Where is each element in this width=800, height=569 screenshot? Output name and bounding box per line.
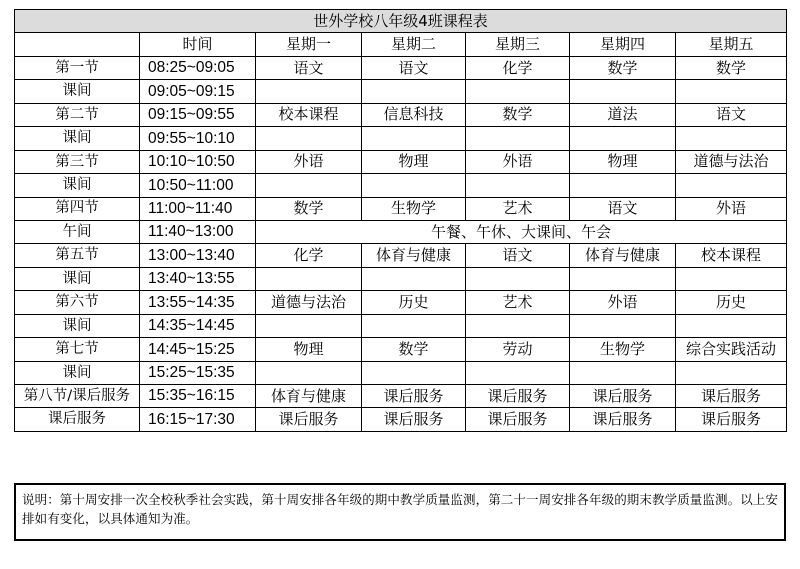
time-cell: 16:15~17:30 — [140, 408, 256, 431]
course-cell — [466, 314, 570, 337]
course-cell — [256, 267, 362, 290]
course-cell: 数学 — [466, 103, 570, 126]
course-cell: 外语 — [466, 150, 570, 173]
course-cell: 课后服务 — [256, 408, 362, 431]
course-cell — [256, 127, 362, 150]
merged-cell: 午餐、午休、大课间、午会 — [256, 220, 787, 243]
course-cell: 道法 — [570, 103, 676, 126]
table-row — [15, 220, 787, 243]
course-cell: 外语 — [256, 150, 362, 173]
time-cell: 13:40~13:55 — [140, 267, 256, 290]
table-row — [15, 197, 787, 220]
table-row — [15, 244, 787, 267]
table-title: 世外学校八年级4班课程表 — [15, 10, 787, 33]
course-cell — [256, 80, 362, 103]
header-cell-friday: 星期五 — [676, 33, 787, 56]
period-cell: 第六节 — [15, 291, 140, 314]
period-cell: 第一节 — [15, 56, 140, 79]
course-cell — [362, 314, 466, 337]
course-cell: 课后服务 — [362, 385, 466, 408]
course-cell — [676, 267, 787, 290]
course-cell: 校本课程 — [256, 103, 362, 126]
time-cell: 11:40~13:00 — [140, 220, 256, 243]
course-cell: 信息科技 — [362, 103, 466, 126]
time-cell: 11:00~11:40 — [140, 197, 256, 220]
course-cell: 语文 — [362, 56, 466, 79]
schedule-table — [14, 9, 787, 432]
course-cell: 化学 — [466, 56, 570, 79]
table-row — [15, 80, 787, 103]
course-cell — [466, 80, 570, 103]
course-cell: 道德与法治 — [256, 291, 362, 314]
course-cell: 课后服务 — [676, 408, 787, 431]
course-cell — [570, 80, 676, 103]
period-cell: 午间 — [15, 220, 140, 243]
header-cell-monday: 星期一 — [256, 33, 362, 56]
time-cell: 09:55~10:10 — [140, 127, 256, 150]
course-cell: 外语 — [570, 291, 676, 314]
course-cell: 化学 — [256, 244, 362, 267]
table-row — [15, 174, 787, 197]
period-cell: 第五节 — [15, 244, 140, 267]
course-cell — [362, 267, 466, 290]
course-cell: 语文 — [466, 244, 570, 267]
time-cell: 15:25~15:35 — [140, 361, 256, 384]
table-row — [15, 127, 787, 150]
course-cell — [362, 174, 466, 197]
course-cell — [570, 174, 676, 197]
course-cell — [466, 361, 570, 384]
header-cell-blank — [15, 33, 140, 56]
table-row — [15, 150, 787, 173]
course-cell: 历史 — [676, 291, 787, 314]
course-cell — [676, 314, 787, 337]
period-cell: 课间 — [15, 314, 140, 337]
period-cell: 课间 — [15, 127, 140, 150]
course-cell: 数学 — [570, 56, 676, 79]
table-row — [15, 56, 787, 79]
course-cell: 课后服务 — [676, 385, 787, 408]
course-cell: 体育与健康 — [570, 244, 676, 267]
course-cell: 劳动 — [466, 338, 570, 361]
course-cell: 体育与健康 — [256, 385, 362, 408]
course-cell: 语文 — [570, 197, 676, 220]
course-cell: 数学 — [256, 197, 362, 220]
table-row — [15, 385, 787, 408]
table-row — [15, 314, 787, 337]
time-cell: 14:45~15:25 — [140, 338, 256, 361]
header-cell-wednesday: 星期三 — [466, 33, 570, 56]
course-cell: 课后服务 — [362, 408, 466, 431]
course-cell: 数学 — [362, 338, 466, 361]
course-cell — [466, 174, 570, 197]
course-cell — [256, 174, 362, 197]
table-row — [15, 267, 787, 290]
table-row — [15, 408, 787, 431]
course-cell: 数学 — [676, 56, 787, 79]
course-cell: 历史 — [362, 291, 466, 314]
course-cell: 生物学 — [570, 338, 676, 361]
course-cell: 艺术 — [466, 291, 570, 314]
time-cell: 15:35~16:15 — [140, 385, 256, 408]
course-cell: 课后服务 — [570, 385, 676, 408]
course-cell: 体育与健康 — [362, 244, 466, 267]
course-cell: 校本课程 — [676, 244, 787, 267]
course-cell: 艺术 — [466, 197, 570, 220]
course-cell — [362, 361, 466, 384]
course-cell — [362, 80, 466, 103]
course-cell — [570, 314, 676, 337]
time-cell: 08:25~09:05 — [140, 56, 256, 79]
period-cell: 第二节 — [15, 103, 140, 126]
header-cell-time: 时间 — [140, 33, 256, 56]
course-cell — [570, 267, 676, 290]
course-cell — [466, 267, 570, 290]
course-cell: 物理 — [570, 150, 676, 173]
course-cell — [466, 127, 570, 150]
time-cell: 10:50~11:00 — [140, 174, 256, 197]
course-cell: 课后服务 — [466, 385, 570, 408]
period-cell: 第三节 — [15, 150, 140, 173]
header-cell-thursday: 星期四 — [570, 33, 676, 56]
time-cell: 09:15~09:55 — [140, 103, 256, 126]
table-row — [15, 291, 787, 314]
course-cell — [676, 174, 787, 197]
course-cell: 物理 — [362, 150, 466, 173]
period-cell: 课间 — [15, 80, 140, 103]
table-row — [15, 103, 787, 126]
course-cell: 课后服务 — [570, 408, 676, 431]
time-cell: 13:00~13:40 — [140, 244, 256, 267]
course-cell — [570, 361, 676, 384]
course-cell — [256, 361, 362, 384]
table-row — [15, 361, 787, 384]
course-cell — [676, 80, 787, 103]
course-cell: 语文 — [256, 56, 362, 79]
time-cell: 10:10~10:50 — [140, 150, 256, 173]
time-cell: 13:55~14:35 — [140, 291, 256, 314]
table-row — [15, 338, 787, 361]
period-cell: 第七节 — [15, 338, 140, 361]
course-cell — [570, 127, 676, 150]
note-box: 说明：第十周安排一次全校秋季社会实践，第十周安排各年级的期中教学质量监测，第二十一周安排各年级的期末教学质量监测。以上安排如有变化，以具体通知为准。 — [14, 483, 786, 541]
course-cell — [362, 127, 466, 150]
course-cell: 生物学 — [362, 197, 466, 220]
period-cell: 课后服务 — [15, 408, 140, 431]
course-cell: 物理 — [256, 338, 362, 361]
time-cell: 09:05~09:15 — [140, 80, 256, 103]
period-cell: 课间 — [15, 267, 140, 290]
period-cell: 课间 — [15, 174, 140, 197]
period-cell: 课间 — [15, 361, 140, 384]
course-cell — [676, 127, 787, 150]
course-cell: 综合实践活动 — [676, 338, 787, 361]
course-cell: 课后服务 — [466, 408, 570, 431]
course-cell — [256, 314, 362, 337]
period-cell: 第四节 — [15, 197, 140, 220]
course-cell: 道德与法治 — [676, 150, 787, 173]
header-cell-tuesday: 星期二 — [362, 33, 466, 56]
course-cell: 外语 — [676, 197, 787, 220]
time-cell: 14:35~14:45 — [140, 314, 256, 337]
period-cell: 第八节/课后服务 — [15, 385, 140, 408]
course-cell: 语文 — [676, 103, 787, 126]
course-cell — [676, 361, 787, 384]
